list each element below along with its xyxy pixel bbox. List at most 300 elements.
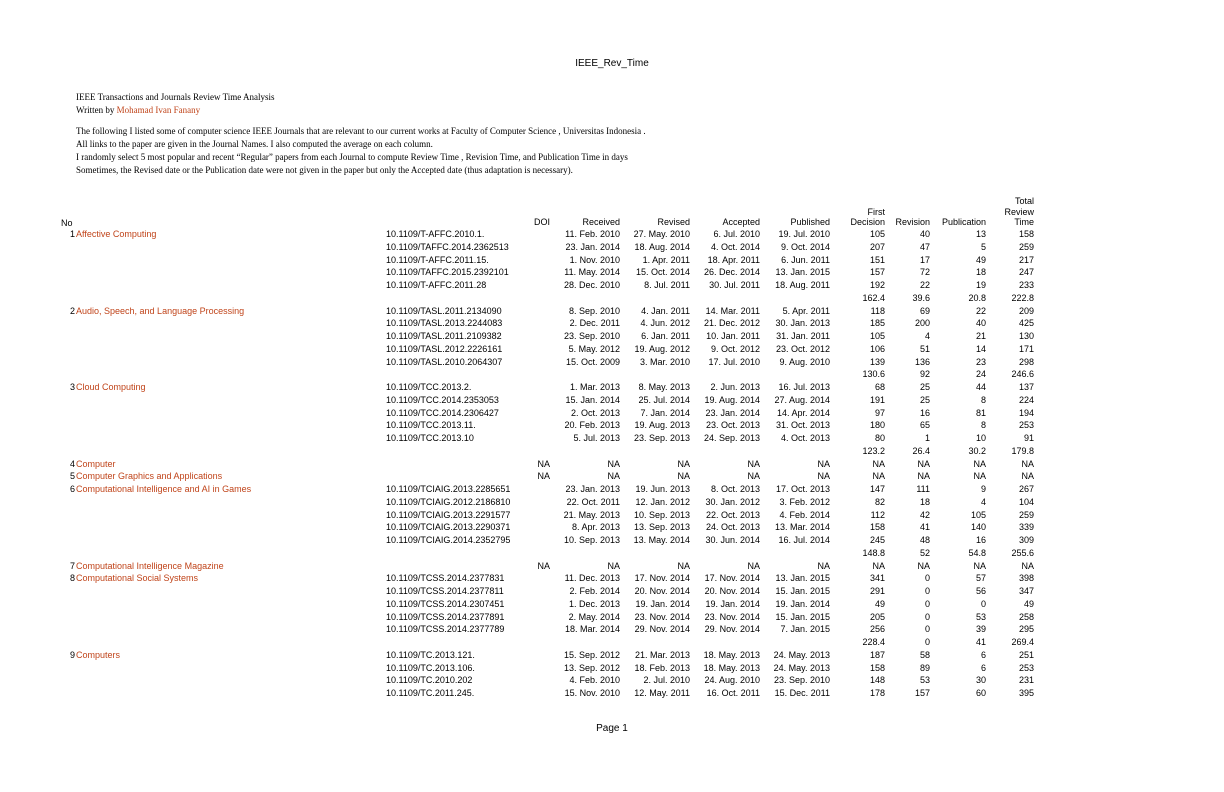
intro-author-line bbox=[76, 104, 646, 117]
revision-cell: 48 bbox=[919, 535, 930, 545]
revision-cell: 47 bbox=[919, 241, 930, 252]
accepted-cell: 21. Dec. 2012 bbox=[703, 318, 760, 329]
received-cell: 21. May. 2013 bbox=[563, 509, 620, 520]
received-cell: 11. May. 2014 bbox=[564, 267, 620, 278]
doi-cell: 10.1109/TASL.2013.2244083 bbox=[386, 318, 503, 329]
total-review-cell: 253 bbox=[1018, 420, 1034, 431]
published-cell: NA bbox=[817, 471, 830, 482]
revised-cell: 13. Sep. 2013 bbox=[633, 522, 690, 533]
revised-cell: 27. May. 2010 bbox=[633, 229, 690, 239]
journal-link[interactable]: Cloud Computing bbox=[76, 382, 146, 392]
total-review-cell: 339 bbox=[1018, 522, 1034, 533]
revised-cell: 12. May. 2011 bbox=[634, 688, 690, 698]
journal-link[interactable]: Computer bbox=[76, 458, 116, 469]
doi-cell: 10.1109/TCIAIG.2012.2186810 bbox=[386, 496, 511, 507]
doi-cell: NA bbox=[537, 560, 550, 571]
revision-cell: 16 bbox=[919, 407, 930, 418]
publication-cell: 10 bbox=[975, 433, 986, 443]
total-review-cell: 259 bbox=[1018, 509, 1034, 520]
revision-cell: 25 bbox=[919, 394, 930, 405]
first-decision-cell: 191 bbox=[869, 394, 885, 405]
revised-cell: 13. May. 2014 bbox=[633, 535, 690, 545]
doi-cell: 10.1109/T-AFFC.2011.15. bbox=[386, 254, 489, 265]
row-no: 1 bbox=[69, 229, 75, 239]
intro-line: All links to the paper are given in the Journal Names. I also computed the average on each column. bbox=[76, 139, 433, 149]
first-decision-cell: 192 bbox=[869, 280, 885, 290]
header-no: No bbox=[61, 218, 73, 228]
intro-line: I randomly select 5 most popular and recent “Regular” papers from each Journal to compute Review Time , Revision Time, and Publication Time in days bbox=[76, 152, 628, 162]
intro-block bbox=[76, 91, 646, 177]
table-row bbox=[0, 623, 1224, 636]
received-cell: 4. Feb. 2010 bbox=[569, 675, 620, 686]
received-cell: 11. Feb. 2010 bbox=[565, 229, 620, 239]
published-cell: 13. Jan. 2015 bbox=[775, 573, 830, 584]
publication-cell: 14 bbox=[975, 343, 986, 354]
doi-cell: 10.1109/TAFFC.2015.2392101 bbox=[386, 267, 509, 278]
row-no: 6 bbox=[69, 484, 75, 494]
published-cell: 6. Jun. 2011 bbox=[781, 254, 830, 265]
revision-cell: 58 bbox=[919, 649, 930, 660]
received-cell: NA bbox=[607, 471, 620, 482]
average-row bbox=[0, 292, 1224, 305]
table-row bbox=[0, 687, 1224, 700]
journal-link[interactable]: Audio, Speech, and Language Processing bbox=[76, 305, 245, 316]
journal-link[interactable]: Affective Computing bbox=[76, 229, 157, 239]
publication-cell: 18 bbox=[975, 267, 986, 278]
average-row bbox=[0, 636, 1224, 649]
publication-cell: NA bbox=[973, 471, 986, 482]
table-row bbox=[0, 598, 1224, 611]
received-cell: 15. Nov. 2010 bbox=[564, 688, 620, 698]
doi-cell: 10.1109/T-AFFC.2011.28 bbox=[386, 280, 487, 290]
accepted-cell: 18. Apr. 2011 bbox=[707, 254, 760, 265]
doi-cell: 10.1109/TCSS.2014.2377811 bbox=[386, 586, 504, 596]
received-cell: 1. Mar. 2013 bbox=[569, 382, 620, 392]
received-cell: 2. May. 2014 bbox=[568, 611, 620, 622]
revision-cell: 89 bbox=[919, 662, 930, 673]
table-row bbox=[0, 585, 1224, 598]
table-row bbox=[0, 496, 1224, 509]
published-cell: 14. Apr. 2014 bbox=[776, 407, 830, 418]
publication-cell: 140 bbox=[970, 522, 986, 533]
publication-cell: 39 bbox=[975, 624, 986, 635]
publication-cell: 56 bbox=[975, 586, 986, 596]
header-total-1: Total bbox=[1014, 196, 1034, 206]
doi-cell: 10.1109/TASL.2010.2064307 bbox=[386, 356, 503, 367]
published-cell: 18. Aug. 2011 bbox=[775, 280, 830, 290]
revision-cell: 157 bbox=[914, 688, 930, 698]
publication-cell: 54.8 bbox=[968, 547, 986, 558]
doi-cell: 10.1109/TCC.2013.2. bbox=[386, 382, 472, 392]
accepted-cell: 24. Aug. 2010 bbox=[704, 675, 760, 686]
journal-link[interactable]: Computational Intelligence Magazine bbox=[76, 560, 224, 571]
author-link[interactable]: Mohamad Ivan Fanany bbox=[116, 105, 201, 115]
publication-cell: 22 bbox=[975, 305, 986, 316]
publication-cell: 20.8 bbox=[968, 292, 986, 303]
first-decision-cell: 148.8 bbox=[862, 547, 885, 558]
first-decision-cell: 158 bbox=[869, 522, 885, 533]
received-cell: 2. Oct. 2013 bbox=[570, 407, 620, 418]
accepted-cell: 23. Nov. 2014 bbox=[704, 611, 760, 622]
revised-cell: 1. Apr. 2011 bbox=[642, 254, 690, 265]
total-review-cell: 309 bbox=[1018, 535, 1034, 545]
total-review-cell: NA bbox=[1021, 458, 1034, 469]
doi-cell: 10.1109/TCSS.2014.2377891 bbox=[386, 611, 505, 622]
revision-cell: 0 bbox=[924, 573, 930, 584]
doi-cell: 10.1109/TCC.2014.2306427 bbox=[386, 407, 499, 418]
total-review-cell: NA bbox=[1021, 471, 1034, 482]
first-decision-cell: 245 bbox=[869, 535, 885, 545]
revised-cell: 8. Jul. 2011 bbox=[644, 280, 690, 290]
journal-link[interactable]: Computer Graphics and Applications bbox=[76, 471, 223, 482]
revised-cell: 3. Mar. 2010 bbox=[639, 356, 690, 367]
received-cell: 5. Jul. 2013 bbox=[573, 433, 620, 443]
revision-cell: 65 bbox=[919, 420, 930, 431]
doi-cell: 10.1109/TCSS.2014.2377789 bbox=[386, 624, 505, 635]
received-cell: 2. Feb. 2014 bbox=[569, 586, 620, 596]
doi-cell: 10.1109/TAFFC.2014.2362513 bbox=[386, 241, 509, 252]
received-cell: 23. Sep. 2010 bbox=[563, 331, 620, 341]
received-cell: 28. Dec. 2010 bbox=[563, 280, 620, 290]
table-header bbox=[0, 193, 1224, 229]
published-cell: 9. Oct. 2014 bbox=[780, 241, 830, 252]
table-row bbox=[0, 419, 1224, 432]
first-decision-cell: NA bbox=[872, 458, 885, 469]
accepted-cell: 18. May. 2013 bbox=[703, 662, 760, 673]
first-decision-cell: 157 bbox=[869, 267, 885, 278]
revision-cell: 69 bbox=[919, 305, 930, 316]
header-publication: Publication bbox=[941, 217, 986, 227]
publication-cell: NA bbox=[973, 560, 986, 571]
revised-cell: NA bbox=[677, 471, 690, 482]
first-decision-cell: 151 bbox=[869, 254, 885, 265]
first-decision-cell: 207 bbox=[869, 241, 885, 252]
accepted-cell: NA bbox=[747, 471, 760, 482]
published-cell: 9. Aug. 2010 bbox=[779, 356, 830, 367]
revision-cell: 26.4 bbox=[912, 445, 930, 456]
intro-line: The following I listed some of computer science IEEE Journals that are relevant to our current works at Faculty of Computer Science , Universitas Indonesia . bbox=[76, 126, 646, 136]
publication-cell: 13 bbox=[975, 229, 986, 239]
received-cell: 15. Sep. 2012 bbox=[563, 649, 620, 660]
received-cell: 22. Oct. 2011 bbox=[566, 496, 620, 507]
total-review-cell: 231 bbox=[1018, 675, 1034, 686]
revision-cell: 42 bbox=[919, 509, 930, 520]
accepted-cell: 19. Aug. 2014 bbox=[704, 394, 760, 405]
header-doi: DOI bbox=[533, 217, 550, 227]
row-no: 8 bbox=[69, 573, 75, 584]
table-row bbox=[0, 674, 1224, 687]
total-review-cell: 222.8 bbox=[1011, 292, 1034, 303]
table-row bbox=[0, 266, 1224, 279]
total-review-cell: 251 bbox=[1018, 649, 1034, 660]
publication-cell: 23 bbox=[975, 356, 986, 367]
header-first-decision-1: First bbox=[867, 207, 885, 217]
first-decision-cell: 82 bbox=[874, 496, 885, 507]
revision-cell: 17 bbox=[919, 254, 930, 265]
total-review-cell: 295 bbox=[1018, 624, 1034, 635]
doi-cell: 10.1109/TCIAIG.2013.2290371 bbox=[386, 522, 511, 533]
published-cell: 19. Jan. 2014 bbox=[775, 598, 830, 609]
total-review-cell: 171 bbox=[1018, 343, 1034, 354]
page-title: IEEE_Rev_Time bbox=[575, 58, 649, 69]
revision-cell: 51 bbox=[919, 343, 930, 354]
publication-cell: 8 bbox=[980, 394, 986, 405]
first-decision-cell: 162.4 bbox=[862, 292, 885, 303]
revision-cell: NA bbox=[917, 471, 930, 482]
publication-cell: 5 bbox=[980, 241, 986, 252]
published-cell: 17. Oct. 2013 bbox=[775, 484, 830, 494]
total-review-cell: 233 bbox=[1018, 280, 1034, 290]
revision-cell: 1 bbox=[924, 433, 930, 443]
publication-cell: 41 bbox=[975, 637, 986, 647]
received-cell: 15. Jan. 2014 bbox=[565, 394, 620, 405]
header-accepted: Accepted bbox=[722, 217, 760, 227]
revised-cell: 4. Jun. 2012 bbox=[640, 318, 690, 329]
total-review-cell: 104 bbox=[1018, 496, 1034, 507]
received-cell: 15. Oct. 2009 bbox=[565, 356, 620, 367]
accepted-cell: 17. Nov. 2014 bbox=[704, 573, 760, 584]
revised-cell: 6. Jan. 2011 bbox=[641, 331, 690, 341]
publication-cell: 53 bbox=[975, 611, 986, 622]
header-total-2: Review bbox=[1004, 207, 1034, 217]
total-review-cell: 258 bbox=[1018, 611, 1034, 622]
revision-cell: 111 bbox=[916, 484, 930, 494]
received-cell: 13. Sep. 2012 bbox=[563, 662, 620, 673]
first-decision-cell: 139 bbox=[869, 356, 885, 367]
table-row bbox=[0, 521, 1224, 534]
published-cell: 23. Sep. 2010 bbox=[773, 675, 830, 686]
received-cell: 10. Sep. 2013 bbox=[563, 535, 620, 545]
journal-row bbox=[0, 458, 1224, 471]
first-decision-cell: 112 bbox=[870, 509, 885, 520]
total-review-cell: 347 bbox=[1018, 586, 1034, 596]
revised-cell: 18. Feb. 2013 bbox=[634, 662, 690, 673]
journal-row bbox=[0, 381, 1224, 394]
first-decision-cell: 180 bbox=[869, 420, 885, 431]
publication-cell: 60 bbox=[975, 688, 986, 698]
row-no: 5 bbox=[69, 471, 75, 482]
accepted-cell: 24. Sep. 2013 bbox=[703, 433, 760, 443]
revised-cell: 12. Jan. 2012 bbox=[635, 496, 690, 507]
total-review-cell: 259 bbox=[1018, 241, 1034, 252]
first-decision-cell: 158 bbox=[869, 662, 885, 673]
table-row bbox=[0, 534, 1224, 547]
journal-row bbox=[0, 649, 1224, 662]
accepted-cell: 17. Jul. 2010 bbox=[708, 356, 760, 367]
table-row bbox=[0, 407, 1224, 420]
doi-cell: 10.1109/TC.2013.106. bbox=[386, 662, 475, 673]
published-cell: 13. Jan. 2015 bbox=[775, 267, 830, 278]
accepted-cell: 23. Jan. 2014 bbox=[705, 407, 760, 418]
first-decision-cell: 256 bbox=[869, 624, 885, 635]
total-review-cell: 137 bbox=[1018, 382, 1034, 392]
revised-cell: 10. Sep. 2013 bbox=[633, 509, 690, 520]
published-cell: 16. Jul. 2014 bbox=[778, 535, 830, 545]
first-decision-cell: 80 bbox=[874, 433, 885, 443]
first-decision-cell: 341 bbox=[869, 573, 885, 584]
publication-cell: 81 bbox=[975, 407, 986, 418]
table-row bbox=[0, 317, 1224, 330]
first-decision-cell: 185 bbox=[869, 318, 885, 329]
publication-cell: 6 bbox=[980, 649, 986, 660]
first-decision-cell: 178 bbox=[869, 688, 885, 698]
revised-cell: 20. Nov. 2014 bbox=[634, 586, 690, 596]
accepted-cell: 4. Oct. 2014 bbox=[710, 241, 760, 252]
doi-cell: 10.1109/TASL.2011.2134090 bbox=[386, 305, 502, 316]
revised-cell: 8. May. 2013 bbox=[638, 382, 690, 392]
first-decision-cell: 97 bbox=[874, 407, 885, 418]
table-row bbox=[0, 432, 1224, 445]
table-row bbox=[0, 343, 1224, 356]
total-review-cell: 267 bbox=[1018, 484, 1034, 494]
total-review-cell: 298 bbox=[1018, 356, 1034, 367]
revised-cell: 18. Aug. 2014 bbox=[634, 241, 690, 252]
accepted-cell: 22. Oct. 2013 bbox=[705, 509, 760, 520]
doi-cell: 10.1109/TCIAIG.2013.2291577 bbox=[386, 509, 511, 520]
first-decision-cell: 187 bbox=[869, 649, 885, 660]
table-row bbox=[0, 241, 1224, 254]
received-cell: 20. Feb. 2013 bbox=[564, 420, 620, 431]
revised-cell: 7. Jan. 2014 bbox=[640, 407, 690, 418]
publication-cell: 4 bbox=[980, 496, 986, 507]
received-cell: 2. Dec. 2011 bbox=[569, 318, 620, 329]
first-decision-cell: 49 bbox=[874, 598, 885, 609]
first-decision-cell: 130.6 bbox=[862, 369, 885, 380]
doi-cell: 10.1109/TCIAIG.2014.2352795 bbox=[386, 535, 511, 545]
journal-link[interactable]: Computational Social Systems bbox=[76, 573, 199, 584]
journal-row bbox=[0, 560, 1224, 573]
revision-cell: 0 bbox=[924, 598, 930, 609]
revised-cell: NA bbox=[677, 458, 690, 469]
journal-row bbox=[0, 483, 1224, 496]
total-review-cell: 425 bbox=[1018, 318, 1034, 329]
accepted-cell: 2. Jun. 2013 bbox=[710, 382, 760, 392]
first-decision-cell: NA bbox=[872, 560, 885, 571]
page-footer: Page 1 bbox=[596, 723, 628, 734]
revision-cell: 25 bbox=[919, 382, 930, 392]
row-no: 2 bbox=[69, 305, 75, 316]
doi-cell: 10.1109/TC.2010.202 bbox=[386, 675, 473, 686]
revised-cell: 25. Jul. 2014 bbox=[638, 394, 690, 405]
revision-cell: 0 bbox=[924, 637, 930, 647]
accepted-cell: 19. Jan. 2014 bbox=[705, 598, 760, 609]
revision-cell: NA bbox=[917, 560, 930, 571]
doi-cell: 10.1109/TCSS.2014.2307451 bbox=[386, 598, 505, 609]
revised-cell: 15. Oct. 2014 bbox=[635, 267, 690, 278]
revision-cell: 39.6 bbox=[912, 292, 930, 303]
journal-row bbox=[0, 470, 1224, 483]
total-review-cell: NA bbox=[1021, 560, 1034, 571]
revised-cell: 23. Nov. 2014 bbox=[634, 611, 690, 622]
received-cell: NA bbox=[607, 458, 620, 469]
journal-link[interactable]: Computational Intelligence and AI in Games bbox=[76, 484, 252, 494]
first-decision-cell: 228.4 bbox=[862, 637, 885, 647]
revised-cell: 19. Aug. 2013 bbox=[634, 420, 690, 431]
accepted-cell: 18. May. 2013 bbox=[703, 649, 760, 660]
accepted-cell: 29. Nov. 2014 bbox=[704, 624, 760, 635]
table-row bbox=[0, 254, 1224, 267]
first-decision-cell: 148 bbox=[869, 675, 885, 686]
total-review-cell: 194 bbox=[1018, 407, 1034, 418]
header-received: Received bbox=[582, 217, 620, 227]
publication-cell: 19 bbox=[975, 280, 986, 290]
table-row bbox=[0, 662, 1224, 675]
accepted-cell: 30. Jun. 2014 bbox=[705, 535, 760, 545]
published-cell: 24. May. 2013 bbox=[773, 649, 830, 660]
publication-cell: 16 bbox=[975, 535, 986, 545]
doi-cell: 10.1109/TC.2013.121. bbox=[386, 649, 475, 660]
total-review-cell: 255.6 bbox=[1011, 547, 1034, 558]
average-row bbox=[0, 445, 1224, 458]
publication-cell: 6 bbox=[980, 662, 986, 673]
doi-cell: 10.1109/TCIAIG.2013.2285651 bbox=[386, 484, 511, 494]
accepted-cell: NA bbox=[747, 560, 760, 571]
total-review-cell: 49 bbox=[1023, 598, 1034, 609]
table-row bbox=[0, 394, 1224, 407]
received-cell: 23. Jan. 2013 bbox=[565, 484, 620, 494]
row-no: 9 bbox=[69, 649, 75, 660]
total-review-cell: 224 bbox=[1018, 394, 1034, 405]
revised-cell: 19. Jan. 2014 bbox=[635, 598, 690, 609]
published-cell: 15. Dec. 2011 bbox=[774, 688, 830, 698]
accepted-cell: 24. Oct. 2013 bbox=[705, 522, 760, 533]
first-decision-cell: 68 bbox=[874, 382, 885, 392]
received-cell: 1. Nov. 2010 bbox=[569, 254, 620, 265]
revised-cell: 19. Jun. 2013 bbox=[635, 484, 690, 494]
revised-cell: 23. Sep. 2013 bbox=[633, 433, 690, 443]
header-revised: Revised bbox=[657, 217, 690, 227]
revision-cell: 92 bbox=[919, 369, 930, 380]
total-review-cell: 398 bbox=[1018, 573, 1034, 584]
revision-cell: 53 bbox=[919, 675, 930, 686]
total-review-cell: 395 bbox=[1018, 688, 1034, 698]
published-cell: 31. Oct. 2013 bbox=[775, 420, 830, 431]
received-cell: 18. Mar. 2014 bbox=[564, 624, 620, 635]
first-decision-cell: 105 bbox=[869, 331, 885, 341]
revision-cell: 40 bbox=[919, 229, 930, 239]
accepted-cell: 14. Mar. 2011 bbox=[705, 305, 760, 316]
revision-cell: 4 bbox=[924, 331, 930, 341]
published-cell: 4. Oct. 2013 bbox=[780, 433, 830, 443]
revision-cell: NA bbox=[917, 458, 930, 469]
table-row bbox=[0, 356, 1224, 369]
published-cell: 31. Jan. 2011 bbox=[776, 331, 830, 341]
published-cell: 13. Mar. 2014 bbox=[774, 522, 830, 533]
header-total-3: Time bbox=[1014, 217, 1034, 227]
doi-cell: 10.1109/T-AFFC.2010.1. bbox=[386, 229, 485, 239]
accepted-cell: 30. Jan. 2012 bbox=[705, 496, 760, 507]
publication-cell: 30 bbox=[975, 675, 986, 686]
published-cell: 23. Oct. 2012 bbox=[775, 343, 830, 354]
received-cell: 8. Sep. 2010 bbox=[568, 305, 620, 316]
publication-cell: 44 bbox=[975, 382, 986, 392]
accepted-cell: 9. Oct. 2012 bbox=[710, 343, 760, 354]
published-cell: 27. Aug. 2014 bbox=[774, 394, 830, 405]
intro-line: Sometimes, the Revised date or the Publication date were not given in the paper but only the Accepted date (thus adaptation is necessary). bbox=[76, 165, 573, 175]
journal-link[interactable]: Computers bbox=[76, 649, 121, 660]
publication-cell: NA bbox=[973, 458, 986, 469]
received-cell: 1. Dec. 2013 bbox=[568, 598, 620, 609]
revised-cell: NA bbox=[677, 560, 690, 571]
row-no: 7 bbox=[69, 560, 75, 571]
first-decision-cell: NA bbox=[872, 471, 885, 482]
table-row bbox=[0, 330, 1224, 343]
first-decision-cell: 106 bbox=[869, 343, 885, 354]
total-review-cell: 246.6 bbox=[1011, 369, 1034, 380]
revision-cell: 52 bbox=[919, 547, 930, 558]
average-row bbox=[0, 547, 1224, 560]
revised-cell: 19. Aug. 2012 bbox=[634, 343, 690, 354]
